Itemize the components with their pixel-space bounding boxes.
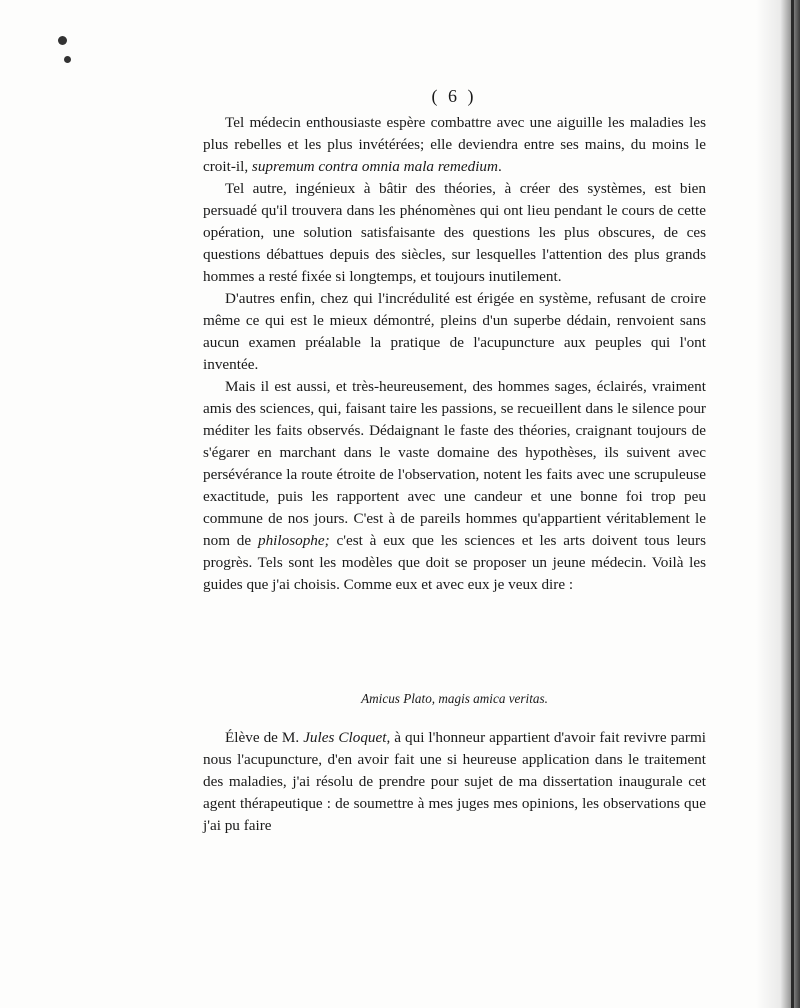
ink-speck [58,36,67,45]
paragraph-text: Tel médecin enthousiaste espère combattre avec une aiguille les maladies les plus rebelles et les plus invétérées; elle deviendra entre ses mains, du moins le croit-il, [203,114,706,175]
latin-phrase: supremum contra omnia mala remedium [251,158,498,175]
ink-speck [64,56,71,63]
page-edge-line [791,0,794,1008]
latin-quote: Amicus Plato, magis amica veritas. [361,691,548,706]
paragraph-text: c'est à eux que les sciences et les arts doivent tous leurs progrès. Tels sont les modèles que doit se proposer un jeune médecin. Voilà les guides que j'ai choisis. Comme eux et avec eux je veux dire : [203,532,706,593]
paragraph-text: , à qui l'honneur appartient d'avoir fait revivre parmi nous l'acupuncture, d'en avoir fait une si heureuse application dans le traitement des maladies, j'ai résolu de prendre pour sujet de ma dissertation inaugurale cet agent thérapeutique : de soumettre à mes juges mes opinions, les observations que j'ai pu faire [203,729,707,834]
paragraph-text: Élève de M. [225,729,304,746]
author-name: Jules Cloquet [303,729,387,746]
body-text-continued [203,727,706,837]
paragraph [203,376,706,596]
italic-word: philosophe; [257,532,330,549]
paragraph: Tel autre, ingénieux à bâtir des théories, à créer des systèmes, est bien persuadé qu'il trouvera dans les phénomènes qui ont lieu pendant le cours de cette opération, une solution satisfaisante des questions les plus obscures, de ces questions débattues depuis des siècles, sur lesquelles l'attention des plus grands hommes a resté fixée si longtemps, et toujours inutilement. [203,180,706,285]
body-text [203,112,706,596]
paragraph-text: Mais il est aussi, et très-heureusement, des hommes sages, éclairés, vraiment amis des sciences, qui, faisant taire les passions, se recueillent dans le silence pour méditer les faits observés. Dédaignant le faste des théories, craignant toujours de s'égarer en marchant dans le vaste domaine des hypothèses, ils suivent avec persévérance la route étroite de l'observation, notent les faits avec une scrupuleuse exactitude, puis les rapportent avec une candeur et une bonne foi trop peu commune de nos jours. C'est à de pareils hommes qu'appartient véritablement le nom de [203,378,706,549]
paragraph-text: . [498,158,502,175]
paragraph [203,112,706,178]
paragraph [203,727,706,837]
paragraph: D'autres enfin, chez qui l'incrédulité est érigée en système, refusant de croire même ce qui est le mieux démontré, pleins d'un superbe dédain, renvoient sans aucun examen préalable la pratique de l'acupuncture aux peuples qui l'ont inventée. [203,290,706,373]
page-number: ( 6 ) [431,86,477,106]
